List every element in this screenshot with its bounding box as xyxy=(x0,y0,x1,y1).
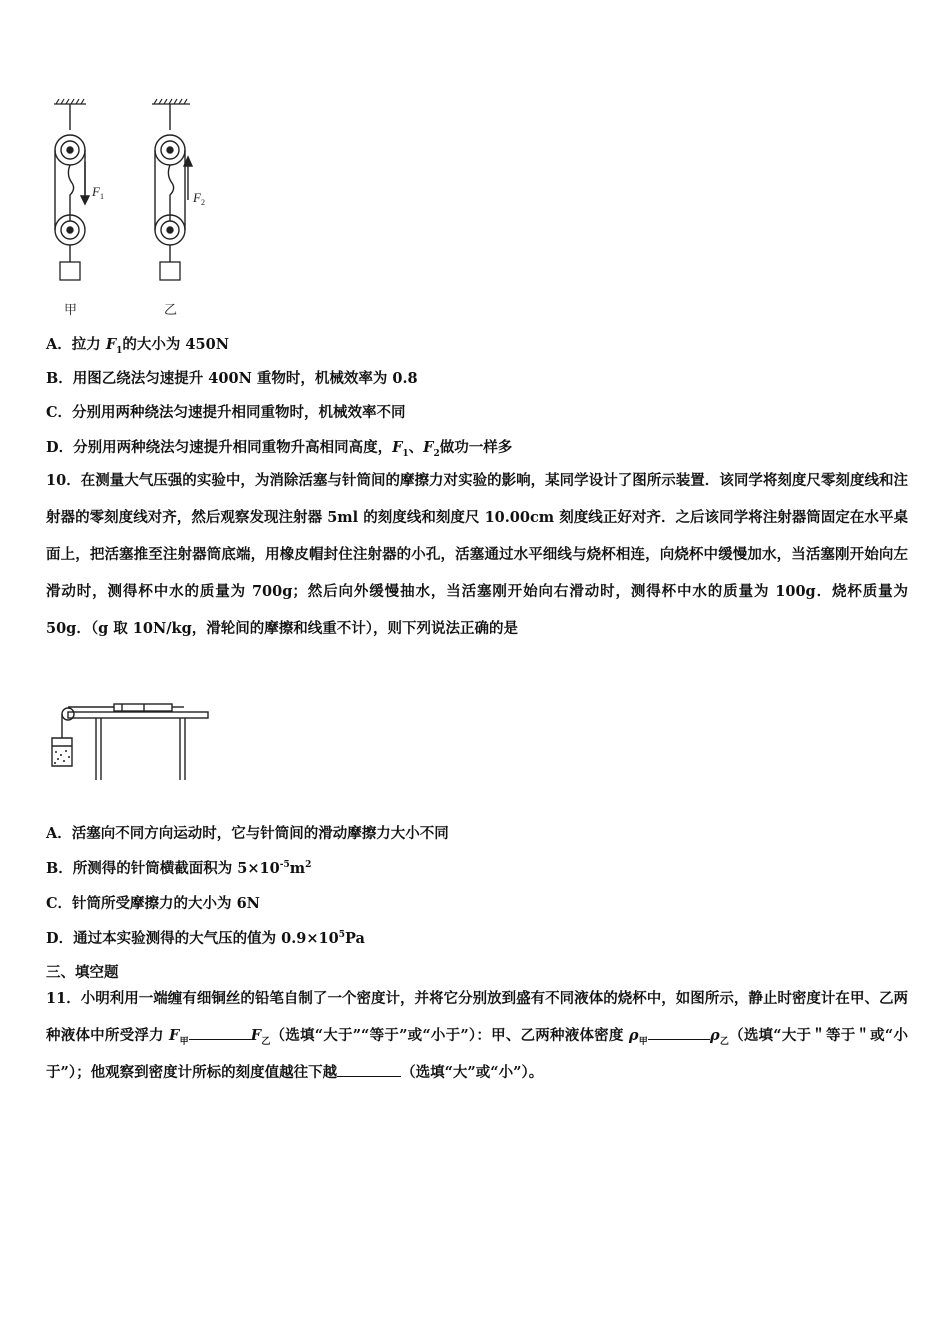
figure-label-right: 乙 xyxy=(164,303,178,318)
table-top xyxy=(68,712,208,718)
blank-3[interactable] xyxy=(337,1062,401,1077)
pulley-figure xyxy=(40,92,230,324)
ceiling-right xyxy=(152,99,190,104)
blank-2[interactable] xyxy=(648,1025,710,1040)
water xyxy=(54,750,70,764)
ceiling-left xyxy=(54,99,86,104)
pulley-system-left xyxy=(55,104,89,280)
q10-option-b: B．所测得的针筒横截面积为 $5\times 10^{-5}m^2$ xyxy=(46,860,312,877)
syringe-figure xyxy=(44,692,216,800)
q11-text: 11．小明利用一端缠有细铜丝的铅笔自制了一个密度计，并将它分别放到盛有不同液体的烧杯中，如图所示，静止时密度计在甲、乙两种液体中所受浮力 $F_甲$ $F_乙$（选填“大于”“等于”或“小于”）：甲、乙两种液体密度 $\rho_甲$ $\rho_乙$（选填“大于＂等于＂或“小于”）；他观察到密度计所标的刻度值越往下越 （选填“大”或“小”）。 xyxy=(46,990,908,1081)
q9-option-b: B．用图乙绕法匀速提升 400N 重物时，机械效率为 0.8 xyxy=(46,370,418,387)
blank-1[interactable] xyxy=(189,1025,251,1040)
figure-label-left: 甲 xyxy=(64,303,78,318)
q10-option-a: A．活塞向不同方向运动时，它与针筒间的滑动摩擦力大小不同 xyxy=(46,825,449,842)
q10-option-d: D．通过本实验测得的大气压的值为 $0.9\times 10^5Pa$ xyxy=(46,930,365,947)
q9-option-d: D．分别用两种绕法匀速提升相同重物升高相同高度，$F_1$、$F_2$做功一样多 xyxy=(46,439,513,459)
pulley-system-right xyxy=(155,104,192,280)
q9-option-c: C．分别用两种绕法匀速提升相同重物时，机械效率不同 xyxy=(46,404,406,421)
q10-stem: 10．在测量大气压强的实验中，为消除活塞与针筒间的摩擦力对实验的影响，某同学设计了图所示装置．该同学将刻度尺零刻度线和注射器的零刻度线对齐，然后观察发现注射器 5ml 的刻度线和刻度尺 10.00cm 刻度线正好对齐．之后该同学将注射器筒固定在水平桌面上，把活塞推至注射器筒底端，用橡皮帽封住注射器的小孔，活塞通过水平细线与烧杯相连，向烧杯中缓慢加水，当活塞刚开始向左滑动时，测得杯中水的质量为 700g；然后向外缓慢抽水，当活塞刚开始向右滑动时，测得杯中水的质量为 100g．烧杯质量为 50g．（g 取 10N/kg，滑轮间的摩擦和线重不计），则下列说法正确的是 xyxy=(46,472,908,637)
q10-option-c: C．针筒所受摩擦力的大小为 6N xyxy=(46,895,260,912)
force-f1-label: $F_1$ xyxy=(92,184,104,201)
force-f2-label: $F_2$ xyxy=(193,190,205,207)
q9-option-a: A．拉力 $F_1$的大小为 450N xyxy=(46,336,229,356)
section-title: 三、填空题 xyxy=(46,964,119,981)
